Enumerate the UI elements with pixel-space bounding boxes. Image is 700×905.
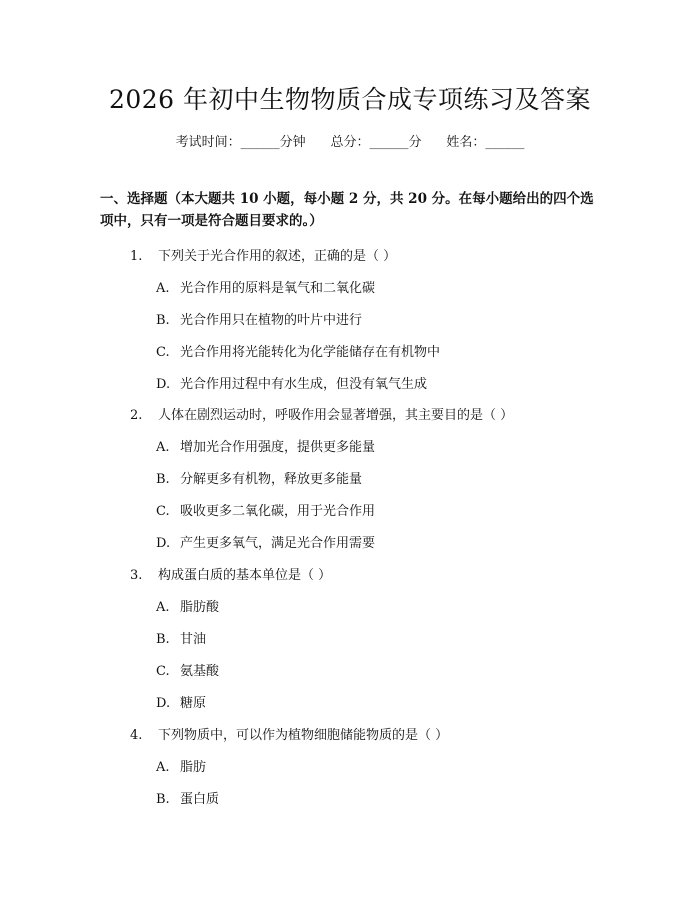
page-title: 2026 年初中生物物质合成专项练习及答案 [108, 85, 592, 114]
option-text: 增加光合作用强度，提供更多能量 [180, 440, 376, 455]
option-2d [156, 532, 375, 551]
option-text: 糖原 [180, 696, 207, 711]
option-text: 光合作用的原料是氧气和二氧化碳 [180, 281, 376, 296]
score-unit: 分 [408, 135, 422, 150]
question-number: 1. [130, 249, 143, 264]
option-3c [156, 660, 219, 679]
option-letter: B. [156, 792, 170, 807]
question-1 [130, 245, 396, 264]
time-label: 考试时间： [175, 135, 241, 150]
option-text: 分解更多有机物，释放更多能量 [180, 472, 363, 487]
option-letter: D. [156, 696, 171, 711]
option-text: 蛋白质 [180, 792, 220, 807]
option-3a [156, 596, 219, 615]
option-letter: B. [156, 632, 170, 647]
option-1c [156, 341, 440, 360]
option-text: 光合作用只在植物的叶片中进行 [180, 313, 363, 328]
question-4 [130, 724, 448, 743]
option-letter: C. [156, 345, 170, 360]
question-number: 3. [130, 568, 143, 583]
option-letter: B. [156, 313, 170, 328]
option-text: 脂肪 [180, 760, 207, 775]
option-letter: D. [156, 377, 171, 392]
section-heading: 一、选择题（本大题共 10 小题，每小题 2 分，共 20 分。在每小题给出的四个选项中，只有一项是符合题目要求的。） [100, 191, 594, 229]
option-text: 光合作用过程中有水生成，但没有氧气生成 [180, 377, 428, 392]
option-1d [156, 373, 427, 392]
option-text: 氨基酸 [180, 664, 220, 679]
question-number: 2. [130, 408, 143, 423]
question-text: 构成蛋白质的基本单位是（ ） [158, 568, 332, 583]
option-4b [156, 788, 219, 807]
option-1b [156, 309, 362, 328]
score-blank: ______ [369, 135, 409, 150]
option-letter: C. [156, 664, 170, 679]
question-2 [130, 404, 513, 423]
option-3d [156, 692, 206, 711]
option-3b [156, 628, 206, 647]
option-text: 脂肪酸 [180, 600, 220, 615]
option-letter: A. [156, 760, 170, 775]
option-4a [156, 756, 206, 775]
option-text: 产生更多氧气，满足光合作用需要 [180, 536, 376, 551]
question-number: 4. [130, 728, 143, 743]
option-letter: A. [156, 600, 170, 615]
option-2b [156, 468, 362, 487]
question-3 [130, 564, 331, 583]
option-2c [156, 500, 375, 519]
name-blank: ______ [485, 135, 525, 150]
time-unit: 分钟 [279, 135, 306, 150]
question-text: 人体在剧烈运动时，呼吸作用会显著增强，其主要目的是（ ） [158, 408, 514, 423]
option-letter: B. [156, 472, 170, 487]
score-label: 总分： [330, 135, 370, 150]
option-1a [156, 277, 375, 296]
option-2a [156, 436, 375, 455]
question-text: 下列关于光合作用的叙述，正确的是（ ） [158, 249, 397, 264]
option-letter: A. [156, 440, 170, 455]
option-text: 甘油 [180, 632, 207, 647]
question-text: 下列物质中，可以作为植物细胞储能物质的是（ ） [158, 728, 449, 743]
option-text: 吸收更多二氧化碳，用于光合作用 [180, 504, 376, 519]
exam-info-line [0, 131, 700, 150]
option-letter: D. [156, 536, 171, 551]
option-text: 光合作用将光能转化为化学能储存在有机物中 [180, 345, 441, 360]
option-letter: C. [156, 504, 170, 519]
time-blank: ______ [240, 135, 280, 150]
option-letter: A. [156, 281, 170, 296]
name-label: 姓名： [446, 135, 486, 150]
